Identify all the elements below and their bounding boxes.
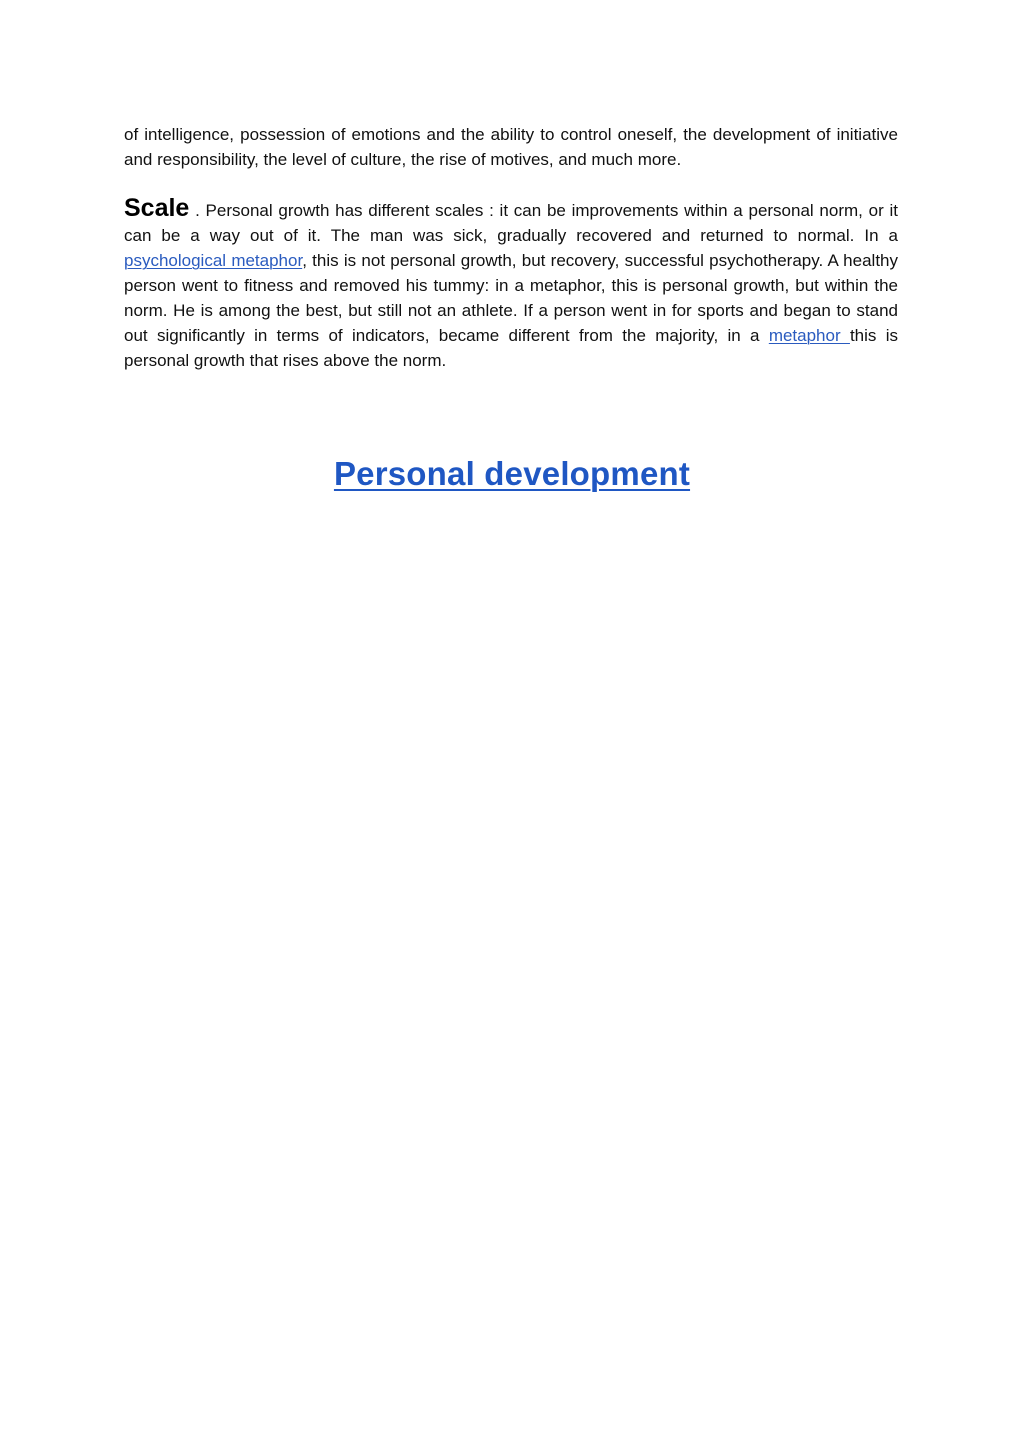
section-heading [0,455,1024,493]
paragraph-text-b: , this is not personal growth, but recovery, successful psychotherapy. A healthy person went to fitness and removed his tummy: in a metaphor, this is personal growth, but within the norm. He is among the best, but still not an athlete. If a person went in for sports and began to stand out significantly in terms of indicators, became different from the majority, in a [124,251,898,345]
document-body [124,122,898,373]
paragraph-text: of intelligence, possession of emotions and the ability to control oneself, the development of initiative and responsibility, the level of culture, the rise of motives, and much more. [124,125,898,169]
scale-lead-word: Scale [124,194,190,222]
personal-development-heading-link[interactable]: Personal development [333,455,691,492]
paragraph-text-c: this is personal growth that rises above the norm. [124,326,898,370]
metaphor-link[interactable]: metaphor [768,326,850,345]
paragraph-text-a: . Personal growth has different scales : it can be improvements within a personal norm, or it can be a way out of it. The man was sick, gradually recovered and returned to normal. In a [124,201,898,245]
paragraph-scale [124,196,898,373]
paragraph-intelligence [124,122,898,172]
psychological-metaphor-link[interactable]: psychological metaphor [124,251,303,270]
